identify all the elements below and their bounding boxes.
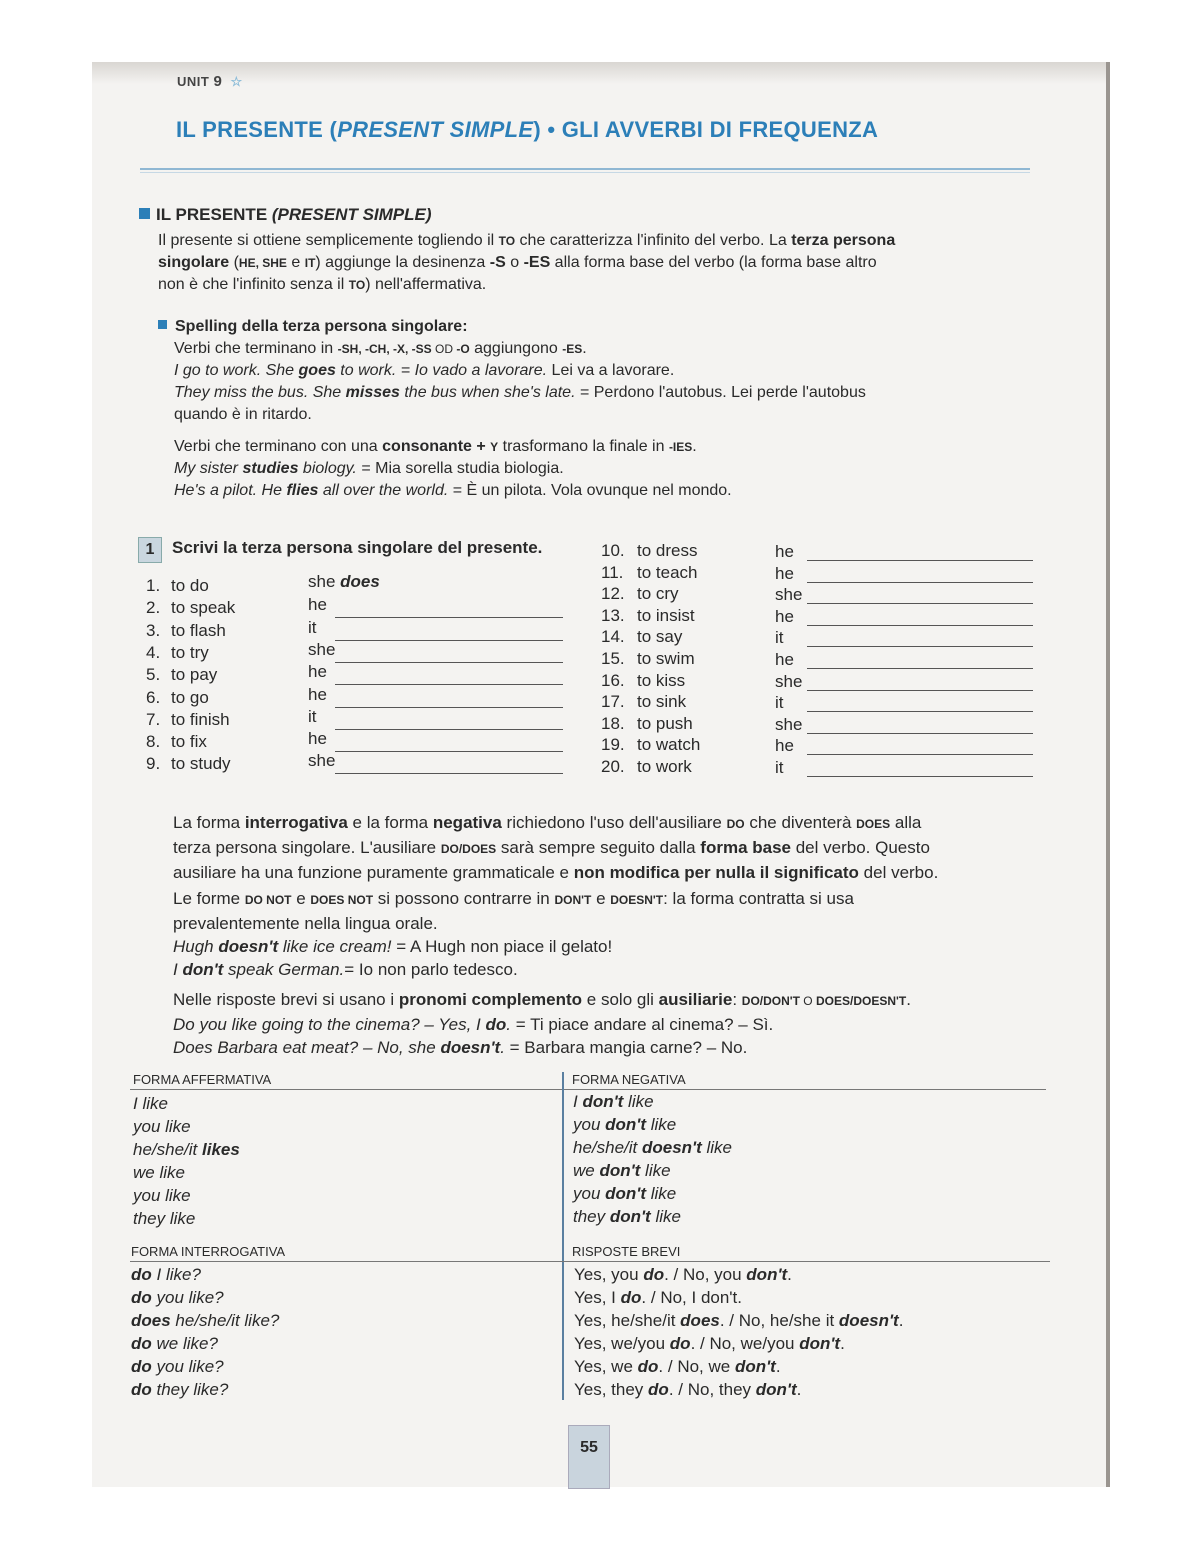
item-number: 17. bbox=[601, 692, 625, 712]
conj-bold: do bbox=[131, 1380, 152, 1399]
title-rule bbox=[140, 168, 1030, 170]
affirmative-row bbox=[133, 1184, 240, 1207]
item-verb: to pay bbox=[171, 665, 218, 685]
item-number: 11. bbox=[601, 562, 624, 582]
answer-line[interactable] bbox=[335, 729, 563, 730]
negative-row bbox=[573, 1182, 732, 1205]
conj-text: Yes, we bbox=[574, 1357, 638, 1376]
conj-bold: do bbox=[648, 1380, 669, 1399]
negative-row bbox=[573, 1159, 732, 1182]
item-number: 2. bbox=[146, 598, 161, 618]
intro-paragraph: Il presente si ottiene semplicemente togliendo il TO che caratterizza l'infinito del verbo. La terza persona singolare (HE, SHE e IT) aggiunge la desinenza -S o -ES alla forma base del verbo (la forma base altro non è che l'infinito senza il TO) nell'affermativa. bbox=[158, 232, 896, 293]
conj-text: . / No, you bbox=[664, 1265, 747, 1284]
conj-text: he/she/it bbox=[133, 1140, 202, 1159]
item-number: 15. bbox=[601, 649, 625, 668]
negative-row bbox=[573, 1090, 732, 1113]
conj-text: Yes, they bbox=[574, 1380, 649, 1399]
affirmative-row bbox=[133, 1138, 240, 1161]
negative-label: FORMA NEGATIVA bbox=[572, 1072, 686, 1087]
affirmative-row bbox=[133, 1092, 240, 1115]
item-number: 4. bbox=[146, 642, 161, 662]
title-rule-thin bbox=[140, 172, 1030, 173]
answer-line[interactable] bbox=[335, 707, 563, 708]
conj-text: you bbox=[573, 1115, 606, 1134]
conj-bold: don't bbox=[605, 1115, 646, 1134]
item-pronoun: he bbox=[308, 729, 327, 749]
item-pronoun: she bbox=[775, 671, 803, 691]
conj-text: you like bbox=[133, 1186, 191, 1205]
item-pronoun: it bbox=[775, 693, 784, 713]
answer-line[interactable] bbox=[807, 711, 1033, 712]
explanation-paragraph-3: Nelle risposte brevi si usano i pronomi complemento e solo gli ausiliarie: DO/DON'T O DOES/DOESN'T. Do you like going to the cinema? – Yes, I do. = Ti piace andare al cinema? – Sì. Does Barbara eat meat? – No, she doesn't. = Barbara mangia carne? – No. bbox=[173, 990, 911, 1057]
conj-text: like bbox=[646, 1184, 677, 1203]
item-pronoun: he bbox=[775, 650, 794, 669]
spelling-heading: Spelling della terza persona singolare: bbox=[158, 316, 866, 338]
answer-line[interactable] bbox=[335, 617, 563, 618]
conj-text: you bbox=[573, 1184, 606, 1203]
affirmative-label: FORMA AFFERMATIVA bbox=[133, 1072, 272, 1087]
conj-text: . / No, we bbox=[658, 1357, 735, 1376]
conj-bold: do bbox=[637, 1357, 659, 1376]
conj-bold: do bbox=[131, 1357, 152, 1376]
negative-row bbox=[573, 1113, 732, 1136]
conj-text: I bbox=[573, 1092, 583, 1111]
short-answers-column bbox=[574, 1263, 903, 1401]
explanation-paragraph-1: La forma interrogativa e la forma negativa richiedono l'uso dell'ausiliare DO che diventerà DOES alla terza persona singolare. L'ausiliare DO/DOES sarà sempre seguito dalla forma base del verbo. Questo ausiliare ha una funzione puramente grammaticale e non modifica per nulla il significato del verbo. bbox=[173, 813, 939, 882]
item-pronoun: he bbox=[775, 606, 794, 626]
item-pronoun: he bbox=[308, 662, 327, 682]
item-verb: to finish bbox=[171, 709, 230, 729]
interrogative-column bbox=[131, 1263, 279, 1401]
item-pronoun: he bbox=[775, 542, 794, 561]
item-pronoun: he bbox=[308, 684, 327, 704]
conj-bold: do bbox=[131, 1288, 152, 1307]
conj-text: I like? bbox=[151, 1265, 201, 1284]
conj-bold: don't bbox=[605, 1184, 646, 1203]
item-pronoun: she bbox=[308, 751, 336, 771]
conj-bold: don't bbox=[746, 1265, 788, 1284]
conj-text: . bbox=[775, 1357, 781, 1376]
item-verb: to go bbox=[171, 687, 209, 707]
unit-number: 9 bbox=[213, 73, 223, 90]
item-number: 8. bbox=[146, 732, 161, 752]
short-answer-row bbox=[574, 1332, 903, 1355]
item-verb: to kiss bbox=[637, 670, 686, 690]
conj-text: . / No, we/you bbox=[690, 1334, 800, 1353]
short-answer-row bbox=[574, 1378, 903, 1401]
affirmative-column bbox=[133, 1092, 240, 1230]
star-icon: ☆ bbox=[230, 74, 243, 89]
interrogative-row bbox=[131, 1286, 279, 1309]
item-verb: to work bbox=[637, 757, 692, 776]
answer-line[interactable] bbox=[335, 773, 563, 774]
conj-text: Yes, you bbox=[574, 1265, 644, 1284]
conj-text: we like? bbox=[151, 1334, 218, 1353]
item-verb: to dress bbox=[637, 541, 698, 560]
conj-text: . / No, I don't. bbox=[641, 1288, 742, 1307]
conj-text: Yes, we/you bbox=[574, 1334, 670, 1353]
item-number: 9. bbox=[146, 754, 161, 774]
conj-bold: does bbox=[680, 1311, 720, 1330]
conj-text: Yes, I bbox=[574, 1288, 621, 1307]
item-verb: to say bbox=[637, 627, 683, 647]
answer-line[interactable] bbox=[807, 733, 1033, 734]
item-pronoun: he bbox=[775, 563, 794, 583]
conj-text: they like bbox=[133, 1209, 196, 1228]
page-number: 55 bbox=[568, 1425, 610, 1489]
item-number: 12. bbox=[601, 584, 625, 604]
item-pronoun: it bbox=[775, 628, 784, 648]
exercise-number: 1 bbox=[138, 537, 162, 563]
item-number: 20. bbox=[601, 757, 625, 776]
conj-text: Yes, he/she/it bbox=[574, 1311, 681, 1330]
conj-text: like bbox=[701, 1138, 732, 1157]
conj-text: like bbox=[646, 1115, 677, 1134]
item-verb: to watch bbox=[637, 735, 701, 755]
item-pronoun: she bbox=[775, 714, 803, 734]
square-bullet-icon bbox=[158, 320, 167, 329]
conj-bold: don't bbox=[755, 1380, 797, 1399]
conj-text: he/she/it like? bbox=[170, 1311, 280, 1330]
affirmative-row bbox=[133, 1207, 240, 1230]
interrogative-row bbox=[131, 1355, 279, 1378]
item-verb: to push bbox=[637, 713, 693, 733]
example-pronoun: she bbox=[308, 572, 336, 591]
answer-line[interactable] bbox=[807, 625, 1033, 626]
conj-text: like bbox=[640, 1161, 671, 1180]
conj-text: like bbox=[623, 1092, 654, 1111]
page-shadow bbox=[92, 62, 1106, 84]
conj-text: we like bbox=[133, 1163, 185, 1182]
conj-bold: don't bbox=[609, 1207, 651, 1226]
table-rule-middle bbox=[130, 1261, 1050, 1262]
item-number: 7. bbox=[146, 709, 161, 729]
conj-bold: doesn't bbox=[838, 1311, 899, 1330]
item-number: 19. bbox=[601, 735, 625, 755]
item-verb: to teach bbox=[637, 562, 698, 582]
conj-text: they bbox=[573, 1207, 610, 1226]
item-verb: to flash bbox=[171, 620, 226, 640]
answer-line[interactable] bbox=[807, 690, 1033, 691]
interrogative-label: FORMA INTERROGATIVA bbox=[131, 1244, 286, 1259]
short-answer-row bbox=[574, 1309, 903, 1332]
item-number: 10. bbox=[601, 541, 625, 560]
answer-line[interactable] bbox=[335, 751, 563, 752]
conj-text: you like bbox=[133, 1117, 191, 1136]
conj-text: . bbox=[898, 1311, 904, 1330]
item-number: 5. bbox=[146, 665, 161, 685]
conj-text: you like? bbox=[151, 1357, 224, 1376]
answer-line[interactable] bbox=[807, 646, 1033, 647]
short-answer-row bbox=[574, 1286, 903, 1309]
conj-text: . / No, he/she it bbox=[719, 1311, 839, 1330]
negative-row bbox=[573, 1136, 732, 1159]
answer-line[interactable] bbox=[807, 776, 1033, 777]
item-pronoun: he bbox=[775, 736, 794, 756]
answer-line[interactable] bbox=[335, 640, 563, 641]
conj-bold: do bbox=[669, 1334, 691, 1353]
interrogative-row bbox=[131, 1332, 279, 1355]
negative-column bbox=[573, 1090, 732, 1228]
conj-bold: do bbox=[620, 1288, 642, 1307]
interrogative-row bbox=[131, 1263, 279, 1286]
answer-line[interactable] bbox=[807, 754, 1033, 755]
conj-bold: do bbox=[131, 1334, 152, 1353]
conj-text: . bbox=[840, 1334, 845, 1353]
short-answer-row bbox=[574, 1355, 903, 1378]
square-bullet-icon bbox=[139, 208, 150, 219]
item-pronoun: she bbox=[308, 639, 336, 659]
conj-text: . / No, they bbox=[668, 1380, 756, 1399]
item-verb: to study bbox=[171, 754, 231, 774]
table-divider bbox=[562, 1072, 564, 1400]
item-pronoun: it bbox=[308, 706, 317, 726]
conj-bold: do bbox=[643, 1265, 665, 1284]
affirmative-row bbox=[133, 1115, 240, 1138]
short-answer-row bbox=[574, 1263, 903, 1286]
conj-bold: don't bbox=[799, 1334, 841, 1353]
explanation-paragraph-2: Le forme DO NOT e DOES NOT si possono contrarre in DON'T e DOESN'T: la forma contratta si usa prevalentemente nella lingua orale. Hugh doesn't like ice cream! = A Hugh non piace il gelato! I don't speak German.= Io non parlo tedesco. bbox=[173, 889, 854, 979]
conj-text: . bbox=[787, 1265, 792, 1284]
item-number: 18. bbox=[601, 713, 625, 733]
item-number: 16. bbox=[601, 670, 625, 690]
answer-line[interactable] bbox=[335, 684, 563, 685]
affirmative-row bbox=[133, 1161, 240, 1184]
conj-text: he/she/it bbox=[573, 1138, 642, 1157]
item-verb: to do bbox=[171, 576, 209, 595]
item-number: 13. bbox=[601, 605, 625, 625]
conj-text: you like? bbox=[151, 1288, 224, 1307]
conj-bold: don't bbox=[582, 1092, 624, 1111]
spelling-block: Spelling della terza persona singolare: Verbi che terminano in -SH, -CH, -X, -SS OD -O aggiungono -ES. I go to work. She goes to work. = Io vado a lavorare. Lei va a lavorare. They miss the bus. She misses the bus when she's late. = Perdono l'autobus. Lei perde l'autobus quando è in ritardo. Verbi che terminano con una consonante + Y trasformano la finale in -IES. My sister studies biology. = Mia sorella studia biologia. He's a pilot. He flies all over the world. = È un pilota. Vola ovunque nel mondo. bbox=[158, 316, 866, 502]
answer-line[interactable] bbox=[335, 662, 563, 663]
item-number: 1. bbox=[146, 576, 161, 595]
answer-line[interactable] bbox=[807, 668, 1033, 669]
exercise-instruction: Scrivi la terza persona singolare del presente. bbox=[172, 538, 543, 557]
item-number: 3. bbox=[146, 620, 161, 640]
conj-bold: don't bbox=[734, 1357, 776, 1376]
interrogative-row bbox=[131, 1378, 279, 1401]
section-heading-present: IL PRESENTE (PRESENT SIMPLE) bbox=[139, 205, 432, 225]
answer-line[interactable] bbox=[807, 603, 1033, 604]
item-pronoun: it bbox=[775, 758, 784, 777]
item-verb: to insist bbox=[637, 605, 695, 625]
item-number: 14. bbox=[601, 627, 625, 647]
item-number: 6. bbox=[146, 687, 161, 707]
page-title: IL PRESENTE (PRESENT SIMPLE) • GLI AVVERBI DI FREQUENZA bbox=[176, 117, 879, 142]
item-verb: to swim bbox=[637, 649, 695, 668]
conj-text: they like? bbox=[151, 1380, 229, 1399]
conj-text: we bbox=[573, 1161, 600, 1180]
conj-bold: does bbox=[131, 1311, 171, 1330]
conj-text: . bbox=[796, 1380, 802, 1399]
conj-bold: likes bbox=[202, 1140, 240, 1159]
conj-text: like bbox=[650, 1207, 681, 1226]
answer-line[interactable] bbox=[807, 560, 1033, 561]
example-verb: does bbox=[340, 572, 380, 591]
negative-row bbox=[573, 1205, 732, 1228]
item-pronoun: it bbox=[308, 617, 317, 637]
conj-text: I like bbox=[133, 1094, 168, 1113]
short-answers-label: RISPOSTE BREVI bbox=[572, 1244, 681, 1259]
item-verb: to speak bbox=[171, 598, 236, 618]
item-verb: to try bbox=[171, 642, 209, 662]
item-pronoun: she bbox=[775, 585, 803, 605]
unit-label: UNIT 9 ☆ bbox=[177, 73, 243, 90]
example-answer bbox=[308, 572, 380, 592]
conj-bold: do bbox=[131, 1265, 152, 1284]
item-verb: to cry bbox=[637, 584, 679, 604]
conj-bold: doesn't bbox=[642, 1138, 702, 1157]
answer-line[interactable] bbox=[807, 582, 1033, 583]
item-pronoun: he bbox=[308, 595, 327, 615]
interrogative-row bbox=[131, 1309, 279, 1332]
item-verb: to sink bbox=[637, 692, 687, 712]
conj-bold: don't bbox=[599, 1161, 641, 1180]
item-verb: to fix bbox=[171, 732, 207, 752]
